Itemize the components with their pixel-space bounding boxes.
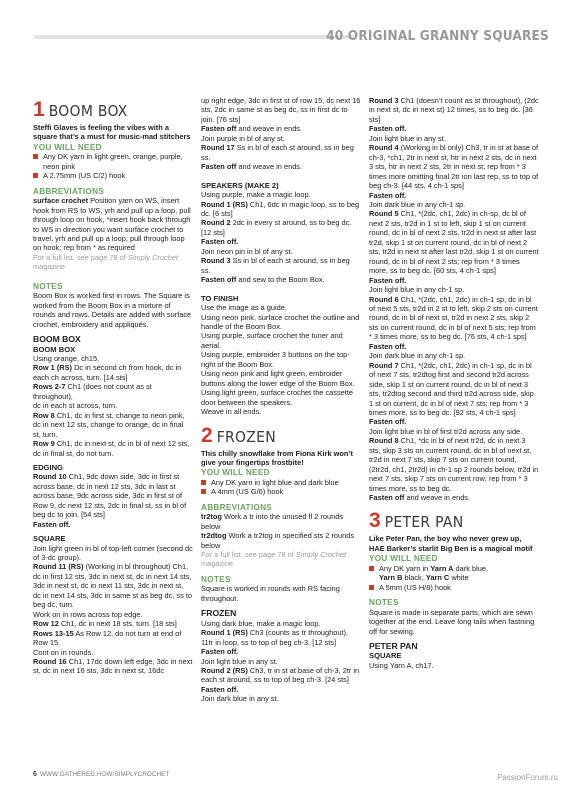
- instruction: Row 1 (RS) Dc in second ch from hook, dc in each ch across, turn. [14 sts]: [33, 363, 182, 382]
- instruction: Use the image as a guide.: [201, 303, 287, 313]
- instruction: up right edge, 3dc in first st of row 15, dc next 16 sts, 2dc in same st as beg dc, ss in first dc to join. [76 sts]: [201, 96, 361, 124]
- section-you-will-need: YOU WILL NEED: [369, 554, 438, 564]
- instruction: Weave in all ends.: [201, 407, 262, 417]
- column-1: [33, 96, 193, 676]
- pattern-heading: [201, 423, 361, 447]
- section-notes: NOTES: [33, 281, 63, 291]
- instruction: Round 8 Ch1, *dc in bl of next tr2d, dc in next 3 sts, skip 3 sts on current round, dc in bl of next st, tr2d in next 7 sts, skip 7 sts on current round, (2tr2d, ch1, 2tr2d) in ch-1 sp 2 rounds below, tr2d in next 7 sts, skip 7 sts on current row; rep from * 3 times more, ss to beg dc.: [369, 436, 539, 493]
- instruction: Round 3 Ch1 (doesn’t count as st throughout), (2dc in next st, dc in next st) 12 times, ss to beg dc. [36 sts]: [369, 96, 539, 124]
- instruction: Round 16 Ch1, 17dc down left edge, 3dc in next st, dc in next 16 sts, 3dc in next st, 16dc: [33, 657, 193, 676]
- list-item: Any DK yarn in light blue and dark blue: [201, 478, 361, 487]
- instruction: Join light blue in any ch-1 sp.: [369, 285, 465, 295]
- instruction: Round 5 Ch1, *(2dc, ch1, 2dc) in ch-sp, dc bl of next 2 sts, tr2d in 1 st to left, skip 1 st on current round, dc in bl of next 2 sts, tr2d in next st after last tr2d, skip 1 st on current round, dc in bl of next 2 sts, tr2d in next st after last tr2d, skip 1 st on current round, dc in bl of next 2 sts; rep from * 3 times more, ss to beg dc. [60 sts, 4 ch-1 sps]: [369, 209, 539, 276]
- pattern-intro: Like Peter Pan, the boy who never grew up, HAE Barker’s starlit Big Ben is a magical motif: [369, 534, 533, 553]
- list-item: Any DK yarn in Yarn A dark blue, Yarn B black, Yarn C white: [369, 564, 539, 583]
- pattern-intro: This chilly snowflake from Fiona Kirk won’t give your fingertips frostbite!: [201, 448, 353, 467]
- instruction: Join light blue in bl of first tr2d across any side.: [369, 426, 523, 436]
- instruction: Using purple, make a magic loop.: [201, 190, 311, 200]
- section-abbreviations: ABBREVIATIONS: [201, 502, 273, 512]
- instruction: Join neon pin in bl of any st.: [201, 246, 293, 256]
- instruction: Round 2 (RS) Ch3, tr in st at base of ch-3, 2tr in each st around, ss to top of beg ch-3. [24 sts]: [201, 666, 360, 685]
- instruction: Round 11 (RS) (Working in bl throughout) Ch1, dc in first 12 sts, 3dc in next st, dc in next 14 sts, 3dc in next st, dc in next 11 sts, 3dc in next st, dc in next 14 sts, 3dc in same st as beg dc, ss to beg dc, turn.: [33, 562, 192, 610]
- instruction: Fasten off.: [369, 417, 407, 427]
- column-3: [369, 96, 539, 670]
- instruction: Fasten off and weave in ends.: [201, 124, 303, 134]
- instruction: Round 7 Ch1, *(2dc, ch1, 2dc) in ch-1 sp, dc in bl of next 7 sts, tr2dtog first and second tr2d across side, skip 1 st on current round, dc in bl of next 3 sts, tr2dtog second and third tr2d across side, skip 1 st on current, dc in bl of next 7 sts; rep from * 3 times more, ss to beg dc. [92 sts, 4 ch-1 sps]: [369, 360, 534, 417]
- pattern-title: FROZEN: [216, 427, 276, 446]
- pattern-number: 2: [201, 423, 213, 447]
- list-item: A 4mm (US G/6) hook: [201, 487, 361, 496]
- watermark: PassionForum.ru: [497, 773, 558, 782]
- instruction: Row 9 Ch1, dc in next st, dc in bl of next 12 sts, dc in final st, do not turn.: [33, 439, 190, 458]
- instruction: Cont on in rounds.: [33, 647, 94, 657]
- pattern-title: BOOM BOX: [48, 102, 128, 120]
- sub-heading: EDGING: [33, 462, 63, 472]
- instruction: Using orange, ch15.: [33, 353, 100, 363]
- reference-note: For a full list, see page 78 of Simply Crochet magazine: [201, 550, 347, 569]
- column-2: [201, 96, 361, 704]
- header-title: 40 ORIGINAL GRANNY SQUARES: [326, 28, 549, 44]
- bullet-icon: [369, 585, 374, 590]
- pattern-heading: [369, 511, 539, 531]
- sub-heading: SQUARE: [369, 651, 402, 661]
- instruction: Fasten off and weave in ends.: [369, 493, 471, 503]
- section-notes: NOTES: [369, 598, 399, 608]
- pattern-number: 3: [369, 509, 381, 533]
- bullet-icon: [201, 489, 206, 494]
- instruction: Using neon pink, surface crochet the outline and handle of the Boom Box.: [201, 312, 360, 331]
- page-header: [0, 28, 566, 44]
- sub-heading: SQUARE: [33, 534, 66, 544]
- section-notes: NOTES: [201, 574, 231, 584]
- abbreviation-entry: tr2tog Work a tr into the unused fl 2 rounds below: [201, 512, 344, 531]
- instruction: Using Yarn A, ch17.: [369, 660, 434, 670]
- instruction: Fasten off.: [369, 275, 407, 285]
- sub-heading: TO FINISH: [201, 293, 239, 303]
- instruction: Round 3 Ss in bl of each st around, ss in beg ss.: [201, 256, 350, 275]
- sub-heading: SPEAKERS (MAKE 2): [201, 180, 279, 190]
- instruction: Round 1 (RS) Ch1, 6dc in magic loop, ss to beg dc. [6 sts]: [201, 199, 360, 218]
- pattern-heading: [33, 100, 193, 120]
- instruction: Using dark blue, make a magic loop.: [201, 618, 321, 628]
- instruction: Using purple, embroider 3 buttons on the top-right of the Boom Box.: [201, 350, 350, 369]
- instruction: Join light green in bl of top-left corner (second dc of 3-dc group).: [33, 543, 193, 563]
- instruction: Join light blue in any st.: [201, 656, 278, 666]
- notes-text: Square is worked in rounds with RS facing throughout.: [201, 584, 340, 603]
- section-you-will-need: YOU WILL NEED: [201, 468, 270, 478]
- instruction: Round 2 2dc in every st around, ss to beg dc. [12 sts]: [201, 218, 352, 237]
- footer-url: WWW.GATHERED.HOW/SIMPLYCROCHET: [40, 771, 170, 778]
- section-heading: BOOM BOX: [33, 334, 81, 345]
- list-item: A 5mm (US H/8) hook: [369, 583, 539, 592]
- list-item: Any DK yarn in light green, orange, purple, neon pink: [33, 152, 193, 171]
- instruction: Rows 2-7 Ch1 (does not count as st throughout),: [33, 382, 152, 401]
- instruction: Row 8 Ch1, dc in first st, change to neon pink, dc in next 12 sts, change to orange, dc in final st, turn.: [33, 410, 185, 439]
- pattern-intro: Steffi Glaves is feeling the vibes with a square that’s a must for music-mad stitchers: [33, 123, 191, 142]
- instruction: Row 12 Ch1, dc in next 18 sts, turn. [18 sts]: [33, 619, 177, 629]
- bullet-icon: [33, 154, 38, 159]
- instruction: Join dark blue in any ch-1 sp.: [369, 351, 466, 361]
- bullet-icon: [33, 173, 38, 178]
- instruction: Using purple, surface crochet the tuner and aerial.: [201, 331, 343, 350]
- section-abbreviations: ABBREVIATIONS: [33, 186, 105, 196]
- sub-heading: BOOM BOX: [33, 344, 76, 354]
- section-heading: PETER PAN: [369, 641, 418, 652]
- reference-note: For a full list, see page 78 of Simply Crochet magazine: [33, 252, 179, 272]
- instruction: Rows 13-15 As Row 12, do not turn at end of Row 15.: [33, 628, 182, 648]
- page-footer: [33, 771, 169, 778]
- abbreviation-entry: surface crochet Position yarn on WS, insert hook from RS to WS, yrh and pull up a loop, pull through loop on hook, *insert hook back through to WS in direction you want surface crochet to travel, yrh and pull up a loop, pull through loop on hook; rep from * as required: [33, 196, 191, 253]
- instruction: Round 17 Ss in bl of each st around, ss in beg ss.: [201, 143, 354, 162]
- section-you-will-need: YOU WILL NEED: [33, 142, 102, 152]
- instruction: Using neon pink and light green, embroider buttons along the lower edge of the Boom Box.: [201, 369, 355, 388]
- instruction: dc in each st across, turn.: [33, 401, 118, 411]
- instruction: Fasten off.: [201, 684, 239, 694]
- instruction: Work on in rows across top edge.: [33, 609, 143, 619]
- abbreviation-entry: tr2dtog Work a tr2tog in specified sts 2 rounds below: [201, 531, 355, 550]
- instruction: Join dark blue in any ch-1 sp.: [369, 199, 466, 209]
- instruction: Fasten off.: [201, 647, 239, 657]
- bullet-icon: [201, 480, 206, 485]
- instruction: Fasten off.: [369, 341, 407, 351]
- instruction: Round 6 Ch1, *(2dc, ch1, 2dc) in ch-1 sp, dc in bl of next 5 sts, tr2d in 2 st to left, skip 2 sts on current round, dc in bl of next st, tr2d in next 2 sts, skip 2 sts on current round, dc in bl of next 5 sts; rep from * 3 times more, ss to beg dc. [76 sts, 4 ch-1 sps]: [369, 294, 538, 342]
- notes-text: Square is made in separate parts, which are sewn together at the end. Leave long tails when fastning off for sewing.: [369, 607, 535, 636]
- instruction: Join dark blue in any st.: [201, 694, 279, 704]
- instruction: Fasten off and weave in ends.: [201, 162, 303, 172]
- bullet-icon: [369, 566, 374, 571]
- instruction: Round 1 (RS) Ch3 (counts as tr throughout), 11tr in loop, ss to top of beg ch-3. [12 sts]: [201, 628, 349, 647]
- pattern-number: 1: [33, 98, 45, 121]
- instruction: Fasten off and sew to the Boom Box.: [201, 275, 325, 285]
- pattern-title: PETER PAN: [384, 513, 464, 532]
- instruction: Fasten off.: [33, 519, 71, 529]
- instruction: Using light green, surface crochet the cassette door between the speakers.: [201, 388, 353, 407]
- instruction: Join light blue in any st.: [369, 133, 446, 143]
- instruction: Fasten off.: [201, 237, 239, 247]
- page-number: 6: [33, 771, 37, 778]
- header-rule: [34, 35, 354, 39]
- instruction: Fasten off.: [369, 124, 407, 134]
- instruction: Fasten off.: [369, 190, 407, 200]
- instruction: Join purple in bl of any st.: [201, 133, 285, 143]
- instruction: Round 10 Ch1, 9dc down side, 3dc in first st across base, dc in next 12 sts, 3dc in last st across base, 9dc across side, 3dc in first st of Row 9, dc next 12 sts, 2dc in final st, ss in bl of beg dc to join. [54 sts]: [33, 472, 187, 520]
- instruction: Round 4 (Working in bl only) Ch3, tr in st at base of ch-3, *ch1, 2tr in next st, htr in next 2 sts, dc in next 3 sts, htr in next 2 sts, 2tr in next st; rep from * 3 times more omitting final 2tr ion last rep, ss to top of beg ch-3. [44 sts, 4 ch-1 sps]: [369, 143, 539, 191]
- notes-text: Boom Box is worked first in rows. The Square is worked from the Boom Box in a mixture of rounds and rows. Details are added with surface crochet, embroidery and appliqués.: [33, 291, 192, 329]
- section-heading: FROZEN: [201, 608, 237, 619]
- list-item: A 2.75mm (US C/2) hook: [33, 171, 193, 180]
